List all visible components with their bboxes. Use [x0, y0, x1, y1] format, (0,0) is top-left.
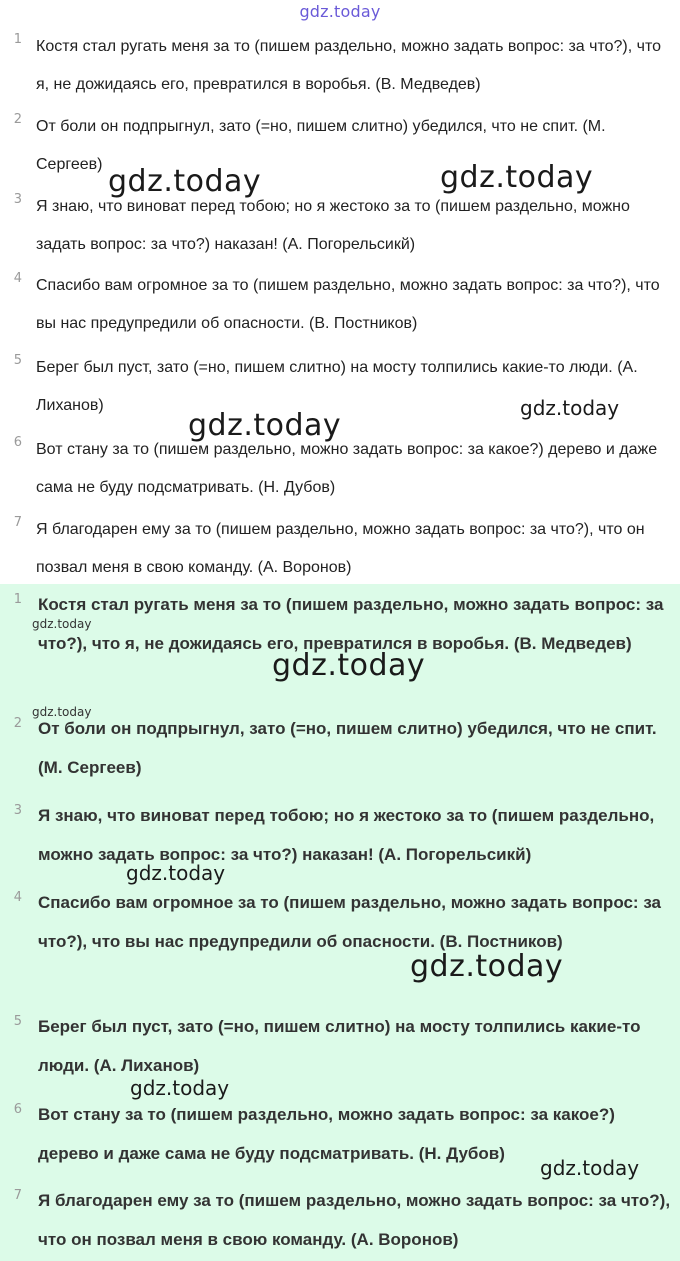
item-number: 5	[13, 353, 22, 368]
list-item	[6, 710, 676, 787]
list-item	[6, 586, 676, 663]
answer-block-plain	[0, 28, 680, 584]
watermark: gdz.today	[540, 1156, 640, 1180]
item-text: Вот стану за то (пишем раздельно, можно задать вопрос: за какое?) дерево и даже сама не буду подсматривать. (Н. Дубов)	[36, 441, 658, 496]
watermark: gdz.today	[440, 160, 594, 195]
list-item	[6, 349, 676, 425]
item-number: 3	[13, 192, 22, 207]
item-number: 1	[13, 32, 22, 47]
item-text: Спасибо вам огромное за то (пишем раздельно, можно задать вопрос: за что?), что вы нас предупредили об опасности. (В. Постников)	[38, 893, 661, 951]
watermark: gdz.today	[272, 648, 426, 683]
item-number: 2	[13, 716, 22, 731]
item-text: Вот стану за то (пишем раздельно, можно задать вопрос: за какое?) дерево и даже сама не буду подсматривать. (Н. Дубов)	[38, 1105, 615, 1163]
watermark: gdz.today	[32, 705, 92, 719]
item-text: Я знаю, что виноват перед тобою; но я жестоко за то (пишем раздельно, можно задать вопрос: за что?) наказан! (А. Погорельсикй)	[38, 806, 655, 864]
list-item	[6, 28, 676, 104]
watermark: gdz.today	[520, 396, 620, 420]
list-item	[6, 188, 676, 264]
item-text: Я знаю, что виноват перед тобою; но я жестоко за то (пишем раздельно, можно задать вопрос: за что?) наказан! (А. Погорельсикй)	[36, 198, 630, 253]
watermark: gdz.today	[410, 949, 564, 984]
item-number: 7	[13, 515, 22, 530]
item-number: 4	[13, 271, 22, 286]
answer-block-highlighted	[0, 584, 680, 1261]
watermark: gdz.today	[188, 408, 342, 443]
watermark: gdz.today	[32, 617, 92, 631]
list-item	[6, 267, 676, 343]
list-item	[6, 431, 676, 507]
item-text: Костя стал ругать меня за то (пишем раздельно, можно задать вопрос: за что?), что я, не дожидаясь его, превратился в воробья. (В. Медведев)	[38, 595, 664, 653]
list-item	[6, 1182, 676, 1259]
list-item	[6, 1096, 676, 1173]
item-text: От боли он подпрыгнул, зато (=но, пишем слитно) убедился, что не спит. (М. Сергеев)	[36, 118, 606, 173]
item-number: 1	[13, 592, 22, 607]
item-number: 3	[13, 803, 22, 818]
item-number: 6	[13, 1102, 22, 1117]
item-text: Я благодарен ему за то (пишем раздельно, можно задать вопрос: за что?), что он позвал меня в свою команду. (А. Воронов)	[38, 1191, 671, 1249]
item-number: 2	[13, 112, 22, 127]
watermark: gdz.today	[108, 164, 262, 199]
item-text: Спасибо вам огромное за то (пишем раздельно, можно задать вопрос: за что?), что вы нас предупредили об опасности. (В. Постников)	[36, 277, 660, 332]
list-item	[6, 797, 676, 874]
item-number: 4	[13, 890, 22, 905]
site-logo-text: gdz.today	[299, 2, 381, 21]
item-number: 7	[13, 1188, 22, 1203]
item-text: Я благодарен ему за то (пишем раздельно, можно задать вопрос: за что?), что он позвал меня в свою команду. (А. Воронов)	[36, 521, 645, 576]
item-text: Костя стал ругать меня за то (пишем раздельно, можно задать вопрос: за что?), что я, не дожидаясь его, превратился в воробья. (В. Медведев)	[36, 38, 662, 93]
list-item	[6, 108, 676, 184]
watermark: gdz.today	[130, 1076, 230, 1100]
item-number: 5	[13, 1014, 22, 1029]
list-item	[6, 884, 676, 961]
item-text: Берег был пуст, зато (=но, пишем слитно) на мосту толпились какие-то люди. (А. Лиханов)	[36, 359, 638, 414]
item-text: Берег был пуст, зато (=но, пишем слитно) на мосту толпились какие-то люди. (А. Лиханов)	[38, 1017, 641, 1075]
list-item	[6, 1008, 676, 1085]
item-text: От боли он подпрыгнул, зато (=но, пишем слитно) убедился, что не спит. (М. Сергеев)	[38, 719, 657, 777]
item-number: 6	[13, 435, 22, 450]
list-item	[6, 511, 676, 587]
watermark: gdz.today	[126, 861, 226, 885]
